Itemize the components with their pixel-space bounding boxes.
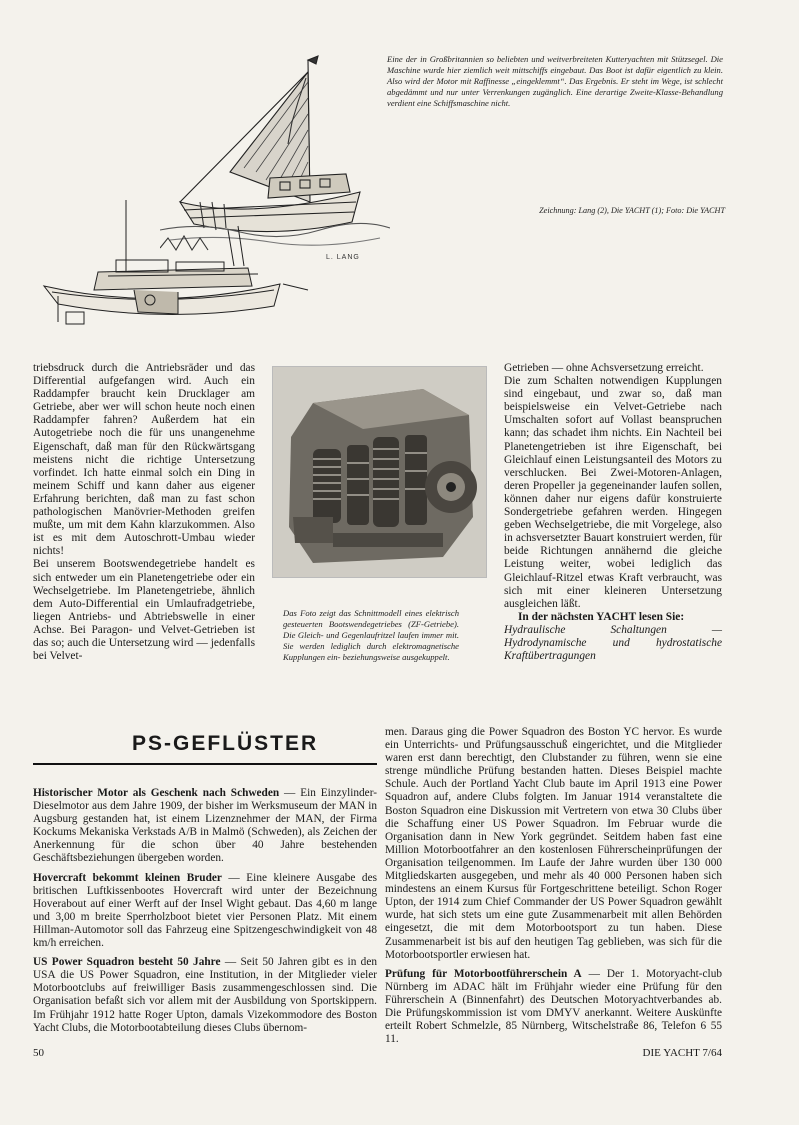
photo-caption: Das Foto zeigt das Schnittmodell eines elektrisch gesteuerten Bootswendegetriebes (ZF-Getriebe). Die Gleich- und Gegenlaufritzel laufen immer mit. Sie werden lediglich durch elektromagnetische Kupplungen ein- beziehungsweise ausgekuppelt. — [283, 608, 459, 662]
paragraph: triebsdruck durch die Antriebsräder und das Differential aufgefangen wird. Auch ein Raddampfer braucht kein Drucklager am Getriebe, aber wer will schon heute noch einen Raddampfer fahren? Außerdem hat ein Autogetriebe noch die für uns unangenehme Eigenschaft, daß man für den Rückwärtsgang meistens nicht die richtige Untersetzung vorfindet. Ich hatte einmal solch ein Ding in meinem Schiff und kann daher aus eigener Erfahrung berichten, daß man zu fast schon pathologischen Manövrier-Methoden greifen mußte, um mit dem Kahn klarzukommen. Also ist es mit dem Autoschrott-Umbau wieder nichts! — [33, 362, 255, 558]
paragraph: Bei unserem Bootswendegetriebe handelt es sich entweder um ein Planetengetriebe oder ein Wechselgetriebe. Im Planetengetriebe, ähnlich dem Auto-Differential ein Umlaufradgetriebe, liegen Antriebs- und Abtriebswelle in einer Achse. Bei Paragon- und Velvet-Getrieben ist das so; auch die Untersetzung wird — jedenfalls bei Velvet- — [33, 558, 255, 663]
sketch-signature: L. LANG — [326, 254, 360, 261]
ps-left-column — [33, 787, 377, 1041]
magazine-issue: DIE YACHT 7/64 — [642, 1047, 722, 1059]
news-text: men. Daraus ging die Power Squadron des Boston YC hervor. Es wurde ein Unterrichts- und Prüfungsausschuß eingerichtet, und die Mitglieder waren erst dann berechtigt, den Clubstander zu führen, wenn sie eine strenge mündliche Prüfung bestanden hatten. Dieses Beispiel machte Schule. Auch der Portland Yacht Club baute im April 1913 eine Power Squadron auf, andere Clubs folgten. Im Januar 1914 veranstaltete die Boston Squadron eine Diskussion mit Vertretern von etwa 30 Clubs über die Schaffung einer US Power Squadron. Im Februar wurde die Organisation dann in New York gegründet. Seitdem haben fast eine Million Motorbootfahrer an den kostenlosen Führerscheinprüfungen der Organisation teilgenommen. Im Laufe der Jahre wurden über 130 000 Mitgliedskarten ausgegeben, und mehr als 40 000 Personen haben sich mindestens an einem Kursus für Fortgeschrittene beteiligt. Schon Roger Upton, der 1914 zum Chief Commander der US Power Squadron gewählt wurde, hat sich stets um eine gute Zusammenarbeit mit allen Behörden eingesetzt, die mit dem Motorbootsport zu tun haben. Diese Zusammenarbeit ist bis auf den heutigen Tag geblieben, was sich für die Motorbootsportler erwiesen hat. — [385, 726, 722, 961]
news-headline: Hovercraft bekommt kleinen Bruder — [33, 871, 222, 884]
next-issue-topics: Hydraulische Schaltungen — Hydrodynamische und hydrostatische Kraftübertragungen — [504, 623, 722, 663]
news-text: — Ein Einzylinder-Dieselmotor aus dem Jahre 1909, der bisher im Werksmuseum der MAN in Augsburg gestanden hat, ist einem Lizenznehmer der MAN, der Firma Kockums Mekaniska Verkstads A/B in Malmö (Schweden), als Zeichen der Anerkennung für die schon über 40 Jahre bestehenden Geschäftsbeziehungen übergeben worden. — [33, 787, 377, 865]
news-headline: US Power Squadron besteht 50 Jahre — [33, 956, 221, 969]
section-title: PS-GEFLÜSTER — [132, 732, 319, 755]
section-rule — [33, 763, 377, 765]
gearbox-photo — [272, 366, 487, 578]
image-credits: Zeichnung: Lang (2), Die YACHT (1); Foto: Die YACHT — [539, 206, 725, 215]
news-text: — Seit 50 Jahren gibt es in den USA die US Power Squadron, eine Institution, in der Mitglieder vieler Motorbootclubs auf freiwilliger Basis zusammengeschlossen sind. Die Organisation befaßt sich vor allem mit der Ausbildung von Sportskippern. Im Frühjahr 1912 hatte Roger Upton, damals Vizekommodore des Boston Yacht Clubs, die Motorbootabteilung dieses Clubs übernom- — [33, 956, 377, 1034]
news-item — [385, 726, 722, 962]
news-item — [385, 968, 722, 1047]
right-text-column — [504, 362, 722, 663]
top-caption: Eine der in Großbritannien so beliebten und weitverbreiteten Kutteryachten mit Stützsegel. Die Maschine wurde hier ziemlich weit mittschiffs eingebaut. Das Boot ist dafür eigentlich zu klein. Also wird der Motor mit Raffinesse „eingeklemmt“. Das Ergebnis. Er steht im Wege, ist schlecht abgedämmt und nur unter Verrenkungen zugänglich. Eine derartige Zweite-Klasse-Behandlung verdient eine Schiffsmaschine nicht. — [387, 54, 723, 108]
news-text: — Eine kleinere Ausgabe des britischen Luftkissenbootes Hovercraft wird unter der Bezeichnung Hoverabout auf einer Werft auf der Insel Wight gebaut. Das 4,60 m lange und 3,00 m breite Sperrholzboot bietet vier Personen Platz. Mit einem Hillman-Automotor soll das Fahrzeug eine Spitzengeschwindigkeit von 48 km/h erreichen. — [33, 871, 377, 950]
boat-plan-sketch — [38, 200, 358, 335]
left-text-column — [33, 362, 255, 663]
paragraph: Die zum Schalten notwendigen Kupplungen sind eingebaut, und zwar so, daß man beispielsweise ein Velvet-Getriebe nach Umschalten sofort auf Vollast beanspruchen kann; das schadet ihm nichts. Ein Nachteil bei Planetengetrieben ist ihre Eigenschaft, bei Gleichlauf einen Leistungsanteil des Motors zu verschlucken. Bei Zwei-Motoren-Anlagen, deren Propeller ja gegeneinander laufen sollen, können daher nur eigens dafür konstruierte Sondergetriebe gefahren werden. Hingegen geben Wechselgetriebe, die mit Vorgelege, also in achsversetzter Bauart konstruiert werden, für beide Richtungen annähernd die gleiche Leistung weiter, wobei lediglich das Gleichlauf-Ritzel etwas Kraft verbraucht, was sich mit einer kleineren Untersetzung ausgleichen läßt. — [504, 375, 722, 610]
paragraph: Getrieben — ohne Achsversetzung erreicht. — [504, 362, 704, 374]
ps-right-column — [385, 726, 722, 1052]
next-issue-heading: In der nächsten YACHT lesen Sie: — [518, 610, 685, 623]
news-text: — Der 1. Motoryacht-club Nürnberg im ADAC hält im Frühjahr wieder eine Prüfung für den Führerschein A (Binnenfahrt) des Deutschen Motoryachtverbandes ab. Die Prüfungskommission ist vom DMYV anerkannt. Weitere Auskünfte erteilt Robert Schmelzle, 85 Nürnberg, Witschelstraße 86, Telefon 6 55 11. — [385, 967, 722, 1046]
news-item — [33, 787, 377, 866]
page-number: 50 — [33, 1047, 44, 1059]
news-headline: Prüfung für Motorbootführerschein A — [385, 967, 582, 980]
news-headline: Historischer Motor als Geschenk nach Schweden — [33, 787, 280, 799]
news-item — [33, 956, 377, 1035]
news-item — [33, 872, 377, 951]
